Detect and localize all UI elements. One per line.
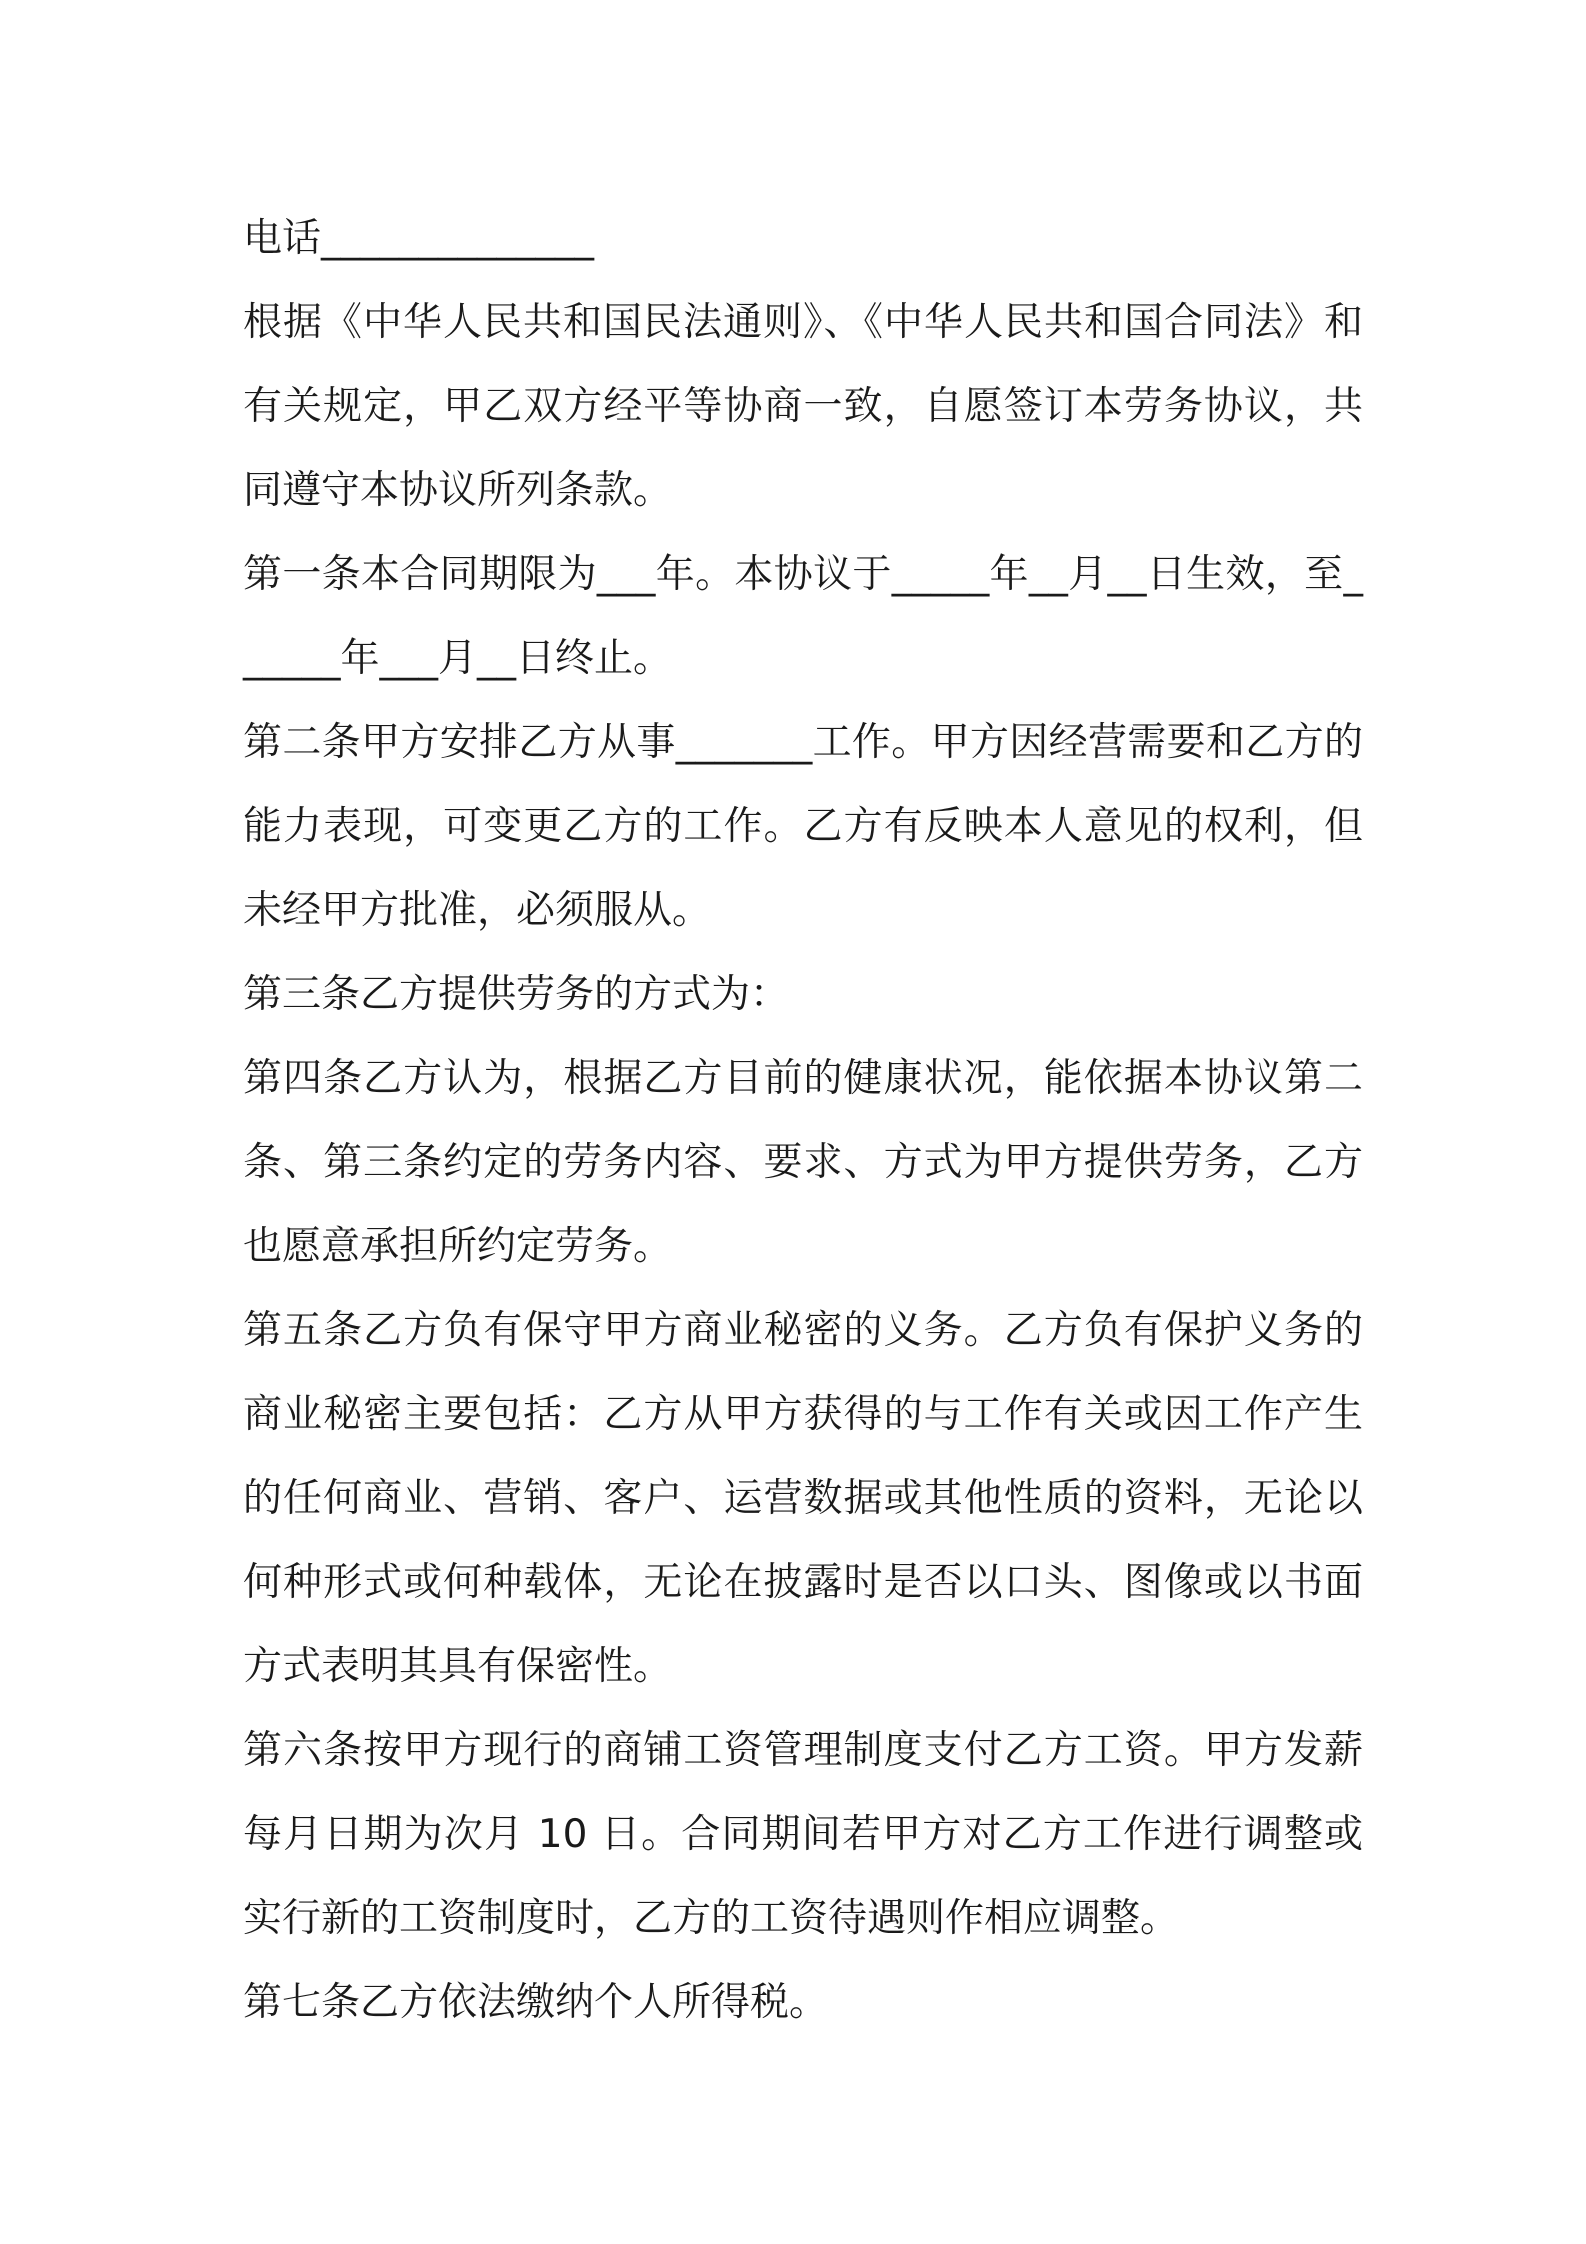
phone-line: 电话______________ <box>243 216 595 261</box>
article-5-confidentiality: 第五条乙方负有保守甲方商业秘密的义务。乙方负有保护义务的商业秘密主要包括：乙方从甲方获得的与工作有关或因工作产生的任何商业、营销、客户、运营数据或其他性质的资料，无论以何种形式或何种载体，无论在披露时是否以口头、图像或以书面方式表明其具有保密性。 <box>243 1308 1363 1689</box>
article-4-health-capability: 第四条乙方认为，根据乙方目前的健康状况，能依据本协议第二条、第三条约定的劳务内容、要求、方式为甲方提供劳务，乙方也愿意承担所约定劳务。 <box>243 1056 1363 1269</box>
article-3-service-method: 第三条乙方提供劳务的方式为： <box>243 972 790 1017</box>
article-2-work-assignment: 第二条甲方安排乙方从事_______工作。甲方因经营需要和乙方的能力表现，可变更乙方的工作。乙方有反映本人意见的权利，但未经甲方批准，必须服从。 <box>243 720 1363 933</box>
article-1-term: 第一条本合同期限为___年。本协议于_____年__月__日生效，至______年___月__日终止。 <box>243 552 1363 681</box>
article-6-wages: 第六条按甲方现行的商铺工资管理制度支付乙方工资。甲方发薪每月日期为次月 10 日。合同期间若甲方对乙方工作进行调整或实行新的工资制度时，乙方的工资待遇则作相应调整。 <box>243 1728 1363 1941</box>
preamble-paragraph: 根据《中华人民共和国民法通则》、《中华人民共和国合同法》和有关规定，甲乙双方经平等协商一致，自愿签订本劳务协议，共同遵守本协议所列条款。 <box>243 300 1363 513</box>
article-7-income-tax: 第七条乙方依法缴纳个人所得税。 <box>243 1980 829 2025</box>
document-body <box>243 197 1363 2045</box>
